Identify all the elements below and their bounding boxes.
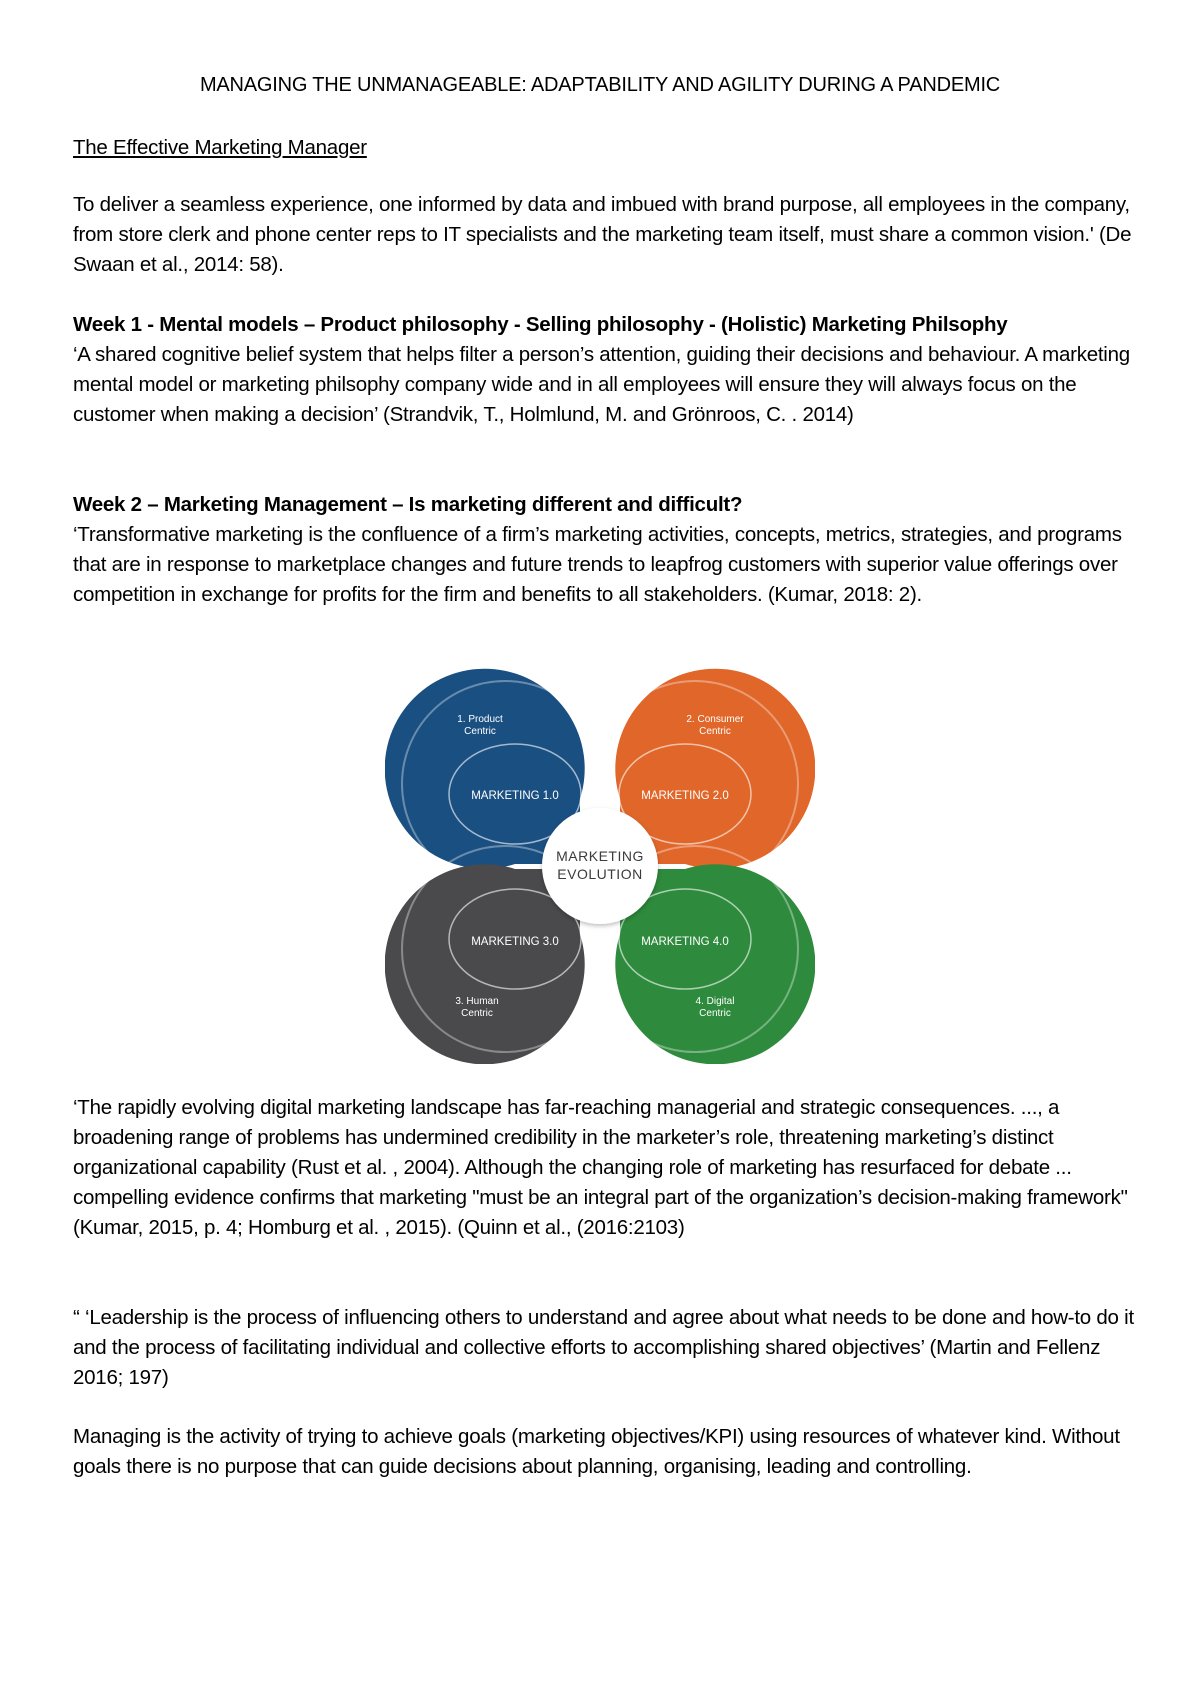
quadrant-2-label: MARKETING 2.0: [641, 790, 729, 802]
quadrant-3-caption-line2: Centric: [461, 1008, 493, 1019]
quote-digital: [73, 1093, 1135, 1243]
section-subtitle: [73, 133, 1135, 163]
quadrant-1-caption-line2: Centric: [464, 726, 496, 737]
quadrant-1-label: MARKETING 1.0: [471, 790, 559, 802]
intro-quote: [73, 190, 1135, 280]
week1-heading: Week 1 - Mental models – Product philosophy - Selling philosophy - (Holistic) Marketing Philsophy: [73, 313, 1008, 336]
quote-leadership-text: “ ‘Leadership is the process of influencing others to understand and agree about what needs to be done and how-to do it and the process of facilitating individual and collective efforts to accomplishing shared objectives’ (Martin and Fellenz 2016; 197): [73, 1306, 1134, 1389]
week1-section: [73, 310, 1135, 430]
quadrant-3-label: MARKETING 3.0: [471, 936, 559, 948]
managing-text: Managing is the activity of trying to achieve goals (marketing objectives/KPI) using resources of whatever kind. Without goals there is no purpose that can guide decisions about planning, organising, leading and controlling.: [73, 1425, 1120, 1478]
week1-text: ‘A shared cognitive belief system that helps filter a person’s attention, guiding their decisions and behaviour. A marketing mental model or marketing philsophy company wide and in all employees will ensure they will always focus on the customer when making a decision’ (Strandvik, T., Holmlund, M. and Grönroos, C. . 2014): [73, 343, 1130, 426]
quadrant-1-caption-line1: 1. Product: [457, 714, 503, 725]
week2-text: ‘Transformative marketing is the confluence of a firm’s marketing activities, concepts, metrics, strategies, and programs that are in response to marketplace changes and future trends to leapfrog customers with superior value offerings over competition in exchange for profits for the firm and benefits to all stakeholders. (Kumar, 2018: 2).: [73, 523, 1122, 606]
quadrant-2-caption-line1: 2. Consumer: [686, 714, 744, 725]
quadrant-4-label: MARKETING 4.0: [641, 936, 729, 948]
quadrant-4-caption-line1: 4. Digital: [695, 996, 735, 1007]
center-label-line2: EVOLUTION: [557, 866, 643, 882]
managing-paragraph: [73, 1422, 1135, 1482]
page-title: MANAGING THE UNMANAGEABLE: ADAPTABILITY AND AGILITY DURING A PANDEMIC: [199, 74, 1001, 96]
center-hub: [542, 808, 658, 924]
quadrant-3-caption-line1: 3. Human: [455, 996, 499, 1007]
quadrant-4-caption-line2: Centric: [699, 1008, 731, 1019]
marketing-evolution-diagram: [385, 664, 815, 1064]
quote-leadership: [73, 1303, 1135, 1393]
center-label-line1: MARKETING: [556, 848, 644, 864]
week2-heading: Week 2 – Marketing Management – Is marketing different and difficult?: [73, 493, 743, 516]
week2-section: [73, 490, 1135, 610]
quote-digital-text: ‘The rapidly evolving digital marketing landscape has far-reaching managerial and strategic consequences. ..., a broadening range of problems has undermined credibility in the marketer’s role, threatening marketing’s distinct organizational capability (Rust et al. , 2004). Although the changing role of marketing has resurfaced for debate ... compelling evidence confirms that marketing "must be an integral part of the organization’s decision-making framework" (Kumar, 2015, p. 4; Homburg et al. , 2015). (Quinn et al., (2016:2103): [73, 1096, 1128, 1239]
subtitle-text: The Effective Marketing Manager: [73, 136, 367, 159]
quadrant-2-caption-line2: Centric: [699, 726, 731, 737]
intro-quote-text: To deliver a seamless experience, one informed by data and imbued with brand purpose, all employees in the company, from store clerk and phone center reps to IT specialists and the marketing team itself, must share a common vision.' (De Swaan et al., 2014: 58).: [73, 193, 1132, 276]
